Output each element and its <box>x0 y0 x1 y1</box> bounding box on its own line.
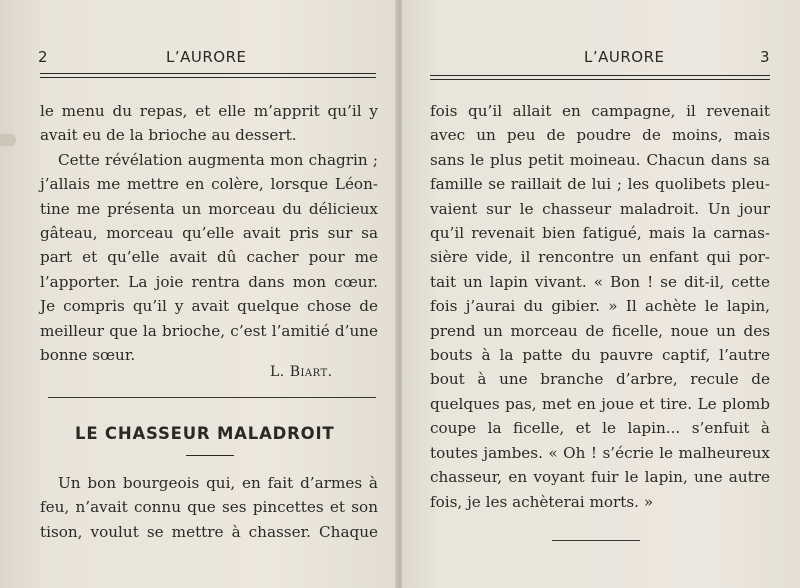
page-crease <box>0 134 16 146</box>
text-line: quelques pas, met en joue et tire. Le plomb <box>430 394 770 413</box>
article-text-continued <box>430 99 770 514</box>
text-line: Je compris qu’il y avait quelque chose de <box>40 297 378 316</box>
text-line: qu’il revenait bien fatigué, mais la carnas- <box>430 224 770 243</box>
article-text-start <box>40 471 378 544</box>
text-line: tison, voulut se mettre à chasser. Chaque <box>40 522 378 541</box>
page-header <box>430 48 770 72</box>
text-line: j’allais me mettre en colère, lorsque Léon- <box>40 175 378 194</box>
text-line: fois, je les achèterai morts. » <box>430 492 654 511</box>
text-line: meilleur que la brioche, c’est l’amitié d’une <box>40 321 378 340</box>
text-line: prend un morceau de ficelle, noue un des <box>430 321 770 340</box>
text-line: l’apporter. La joie rentra dans mon cœur. <box>40 272 378 291</box>
journal-title: L’AURORE <box>166 48 247 66</box>
text-line: chasseur, en voyant fuir le lapin, une autre <box>430 468 770 487</box>
header-rule <box>40 73 376 78</box>
text-line: Un bon bourgeois qui, en fait d’armes à <box>58 474 378 492</box>
text-line: fois qu’il allait en campagne, il revenait <box>430 102 770 120</box>
text-line: Cette révélation augmenta mon chagrin ; <box>58 150 378 169</box>
text-line: avec un peu de poudre de moins, mais <box>430 126 770 145</box>
left-page <box>0 0 398 588</box>
article-title: LE CHASSEUR MALADROIT <box>75 424 335 443</box>
page-number: 2 <box>38 48 49 66</box>
text-line: bout à une branche d’arbre, recule de <box>430 370 770 389</box>
text-line: gâteau, morceau qu’elle avait pris sur sa <box>40 224 378 243</box>
text-line: coupe la ficelle, et le lapin... s’enfuit à <box>430 419 770 438</box>
text-line: tine me présenta un morceau du délicieux <box>40 199 378 218</box>
journal-title: L’AURORE <box>584 48 665 66</box>
text-line: part et qu’elle avait dû cacher pour me <box>40 248 378 267</box>
text-line: toutes jambes. « Oh ! s’écrie le malheureux <box>430 443 770 462</box>
text-line: bouts à la patte du pauvre captif, l’autre <box>430 346 770 365</box>
story-ending-text <box>40 99 378 367</box>
text-line: fois j’aurai du gibier. » Il achète le lapin, <box>430 297 770 316</box>
author-signature: L. Biart. <box>270 364 333 380</box>
text-line: avait eu de la brioche au dessert. <box>40 126 297 145</box>
text-line: tait un lapin vivant. « Bon ! se dit-il, cette <box>430 272 770 291</box>
section-divider <box>48 397 376 398</box>
text-line: sans le plus petit moineau. Chacun dans sa <box>430 150 770 169</box>
title-underline <box>186 455 234 456</box>
text-line: vaient sur le chasseur maladroit. Un jour <box>430 199 770 218</box>
end-of-article-rule <box>552 540 640 541</box>
text-line: bonne sœur. <box>40 346 136 365</box>
page-header <box>38 48 378 72</box>
text-line: sière vide, il rencontre un enfant qui por- <box>430 248 770 267</box>
right-page <box>402 0 800 588</box>
text-line: le menu du repas, et elle m’apprit qu’il y <box>40 102 378 120</box>
header-rule <box>430 75 770 80</box>
page-number: 3 <box>760 48 771 66</box>
text-line: feu, n’avait connu que ses pincettes et son <box>40 498 378 517</box>
text-line: famille se raillait de lui ; les quolibets pleu- <box>430 175 770 194</box>
